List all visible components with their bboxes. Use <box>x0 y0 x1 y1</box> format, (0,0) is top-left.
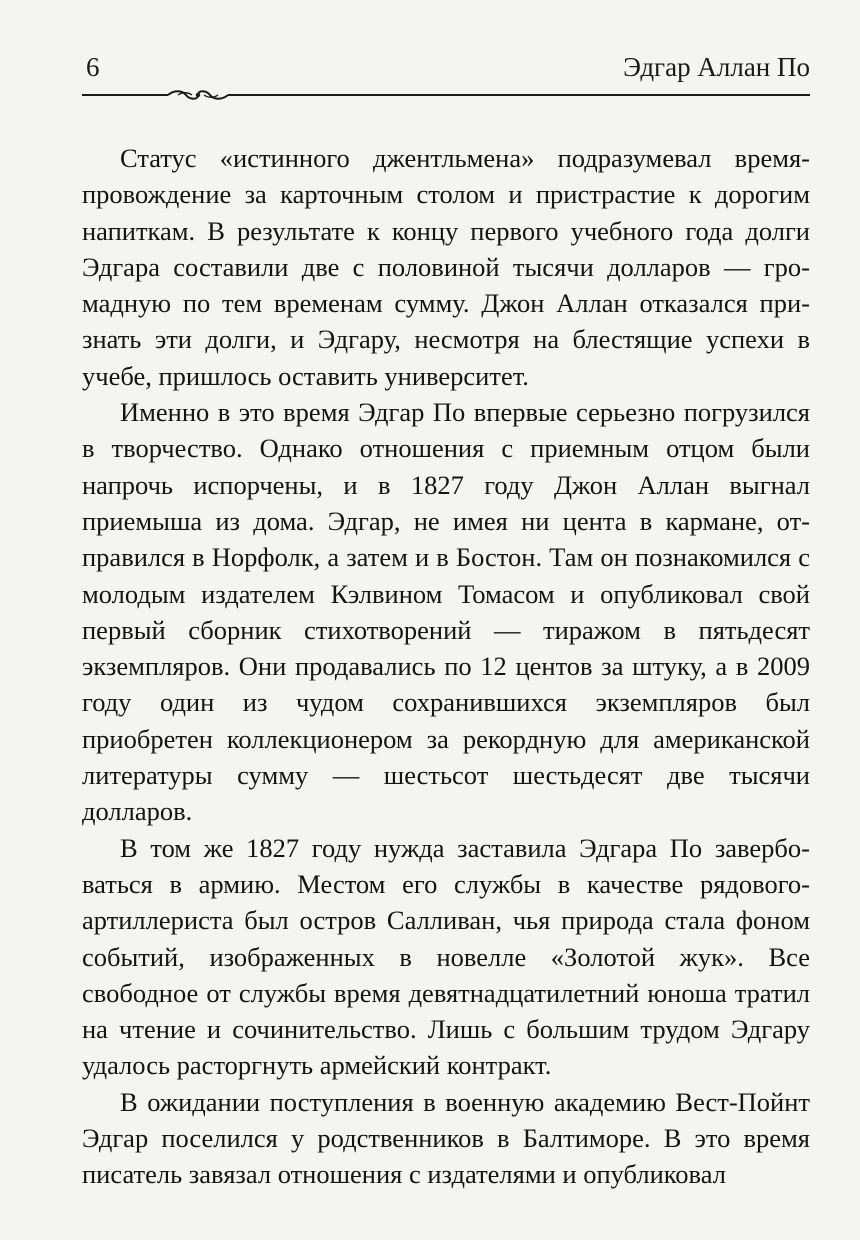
paragraph-2: Именно в это время Эдгар По впервые серьезно погрузился в творчество. Однако отношения с приемным отцом были напрочь испорчены, и в 1827 году Джон Аллан выгнал приемыша из дома. Эдгар, не имея ни цента в кармане, отправился в Норфолк, а затем и в Бостон. Там он познакомился с молодым издателем Кэлвином Томасом и опубликовал свой первый сборник стихотворений — тиражом в пятьдесят экземпляров. Они продавались по 12 центов за штуку, а в 2009 году один из чудом сохранившихся экземпляров был приобретен коллекционером за рекордную для американской литературы сумму — шестьсот шестьдесят две тысячи долларов. <box>82 397 810 827</box>
page-number: 6 <box>86 52 100 82</box>
body-text <box>82 140 810 1193</box>
running-title: Эдгар Аллан По <box>623 52 810 82</box>
ornamental-rule <box>82 88 810 102</box>
paragraph-4: В ожидании поступления в военную академию Вест-Пойнт Эдгар поселился у родственников в Балтиморе. В это время писатель завязал отношения с издателями и опубликовал <box>82 1086 810 1190</box>
page-header <box>82 48 810 88</box>
ornament-divider-icon <box>82 88 810 102</box>
paragraph-3: В том же 1827 году нужда заставила Эдгара По завербоваться в армию. Местом его службы в качестве рядового-артиллериста был остров Салливан, чья природа стала фоном событий, изображенных в новелле «Золотой жук». Все свободное от службы время девятнадцатилетний юноша тратил на чтение и сочинительство. Лишь с большим трудом Эдгару удалось расторгнуть армейский контракт. <box>82 832 810 1081</box>
paragraph-1: Статус «истинного джентльмена» подразумевал времяпровождение за карточным столом и пристрастие к дорогим напиткам. В результате к концу первого учебного года долги Эдгара составили две с половиной тысячи долларов — громадную по тем временам сумму. Джон Аллан отказался признать эти долги, и Эдгару, несмотря на блестящие успехи в учебе, пришлось оставить университет. <box>82 143 810 391</box>
